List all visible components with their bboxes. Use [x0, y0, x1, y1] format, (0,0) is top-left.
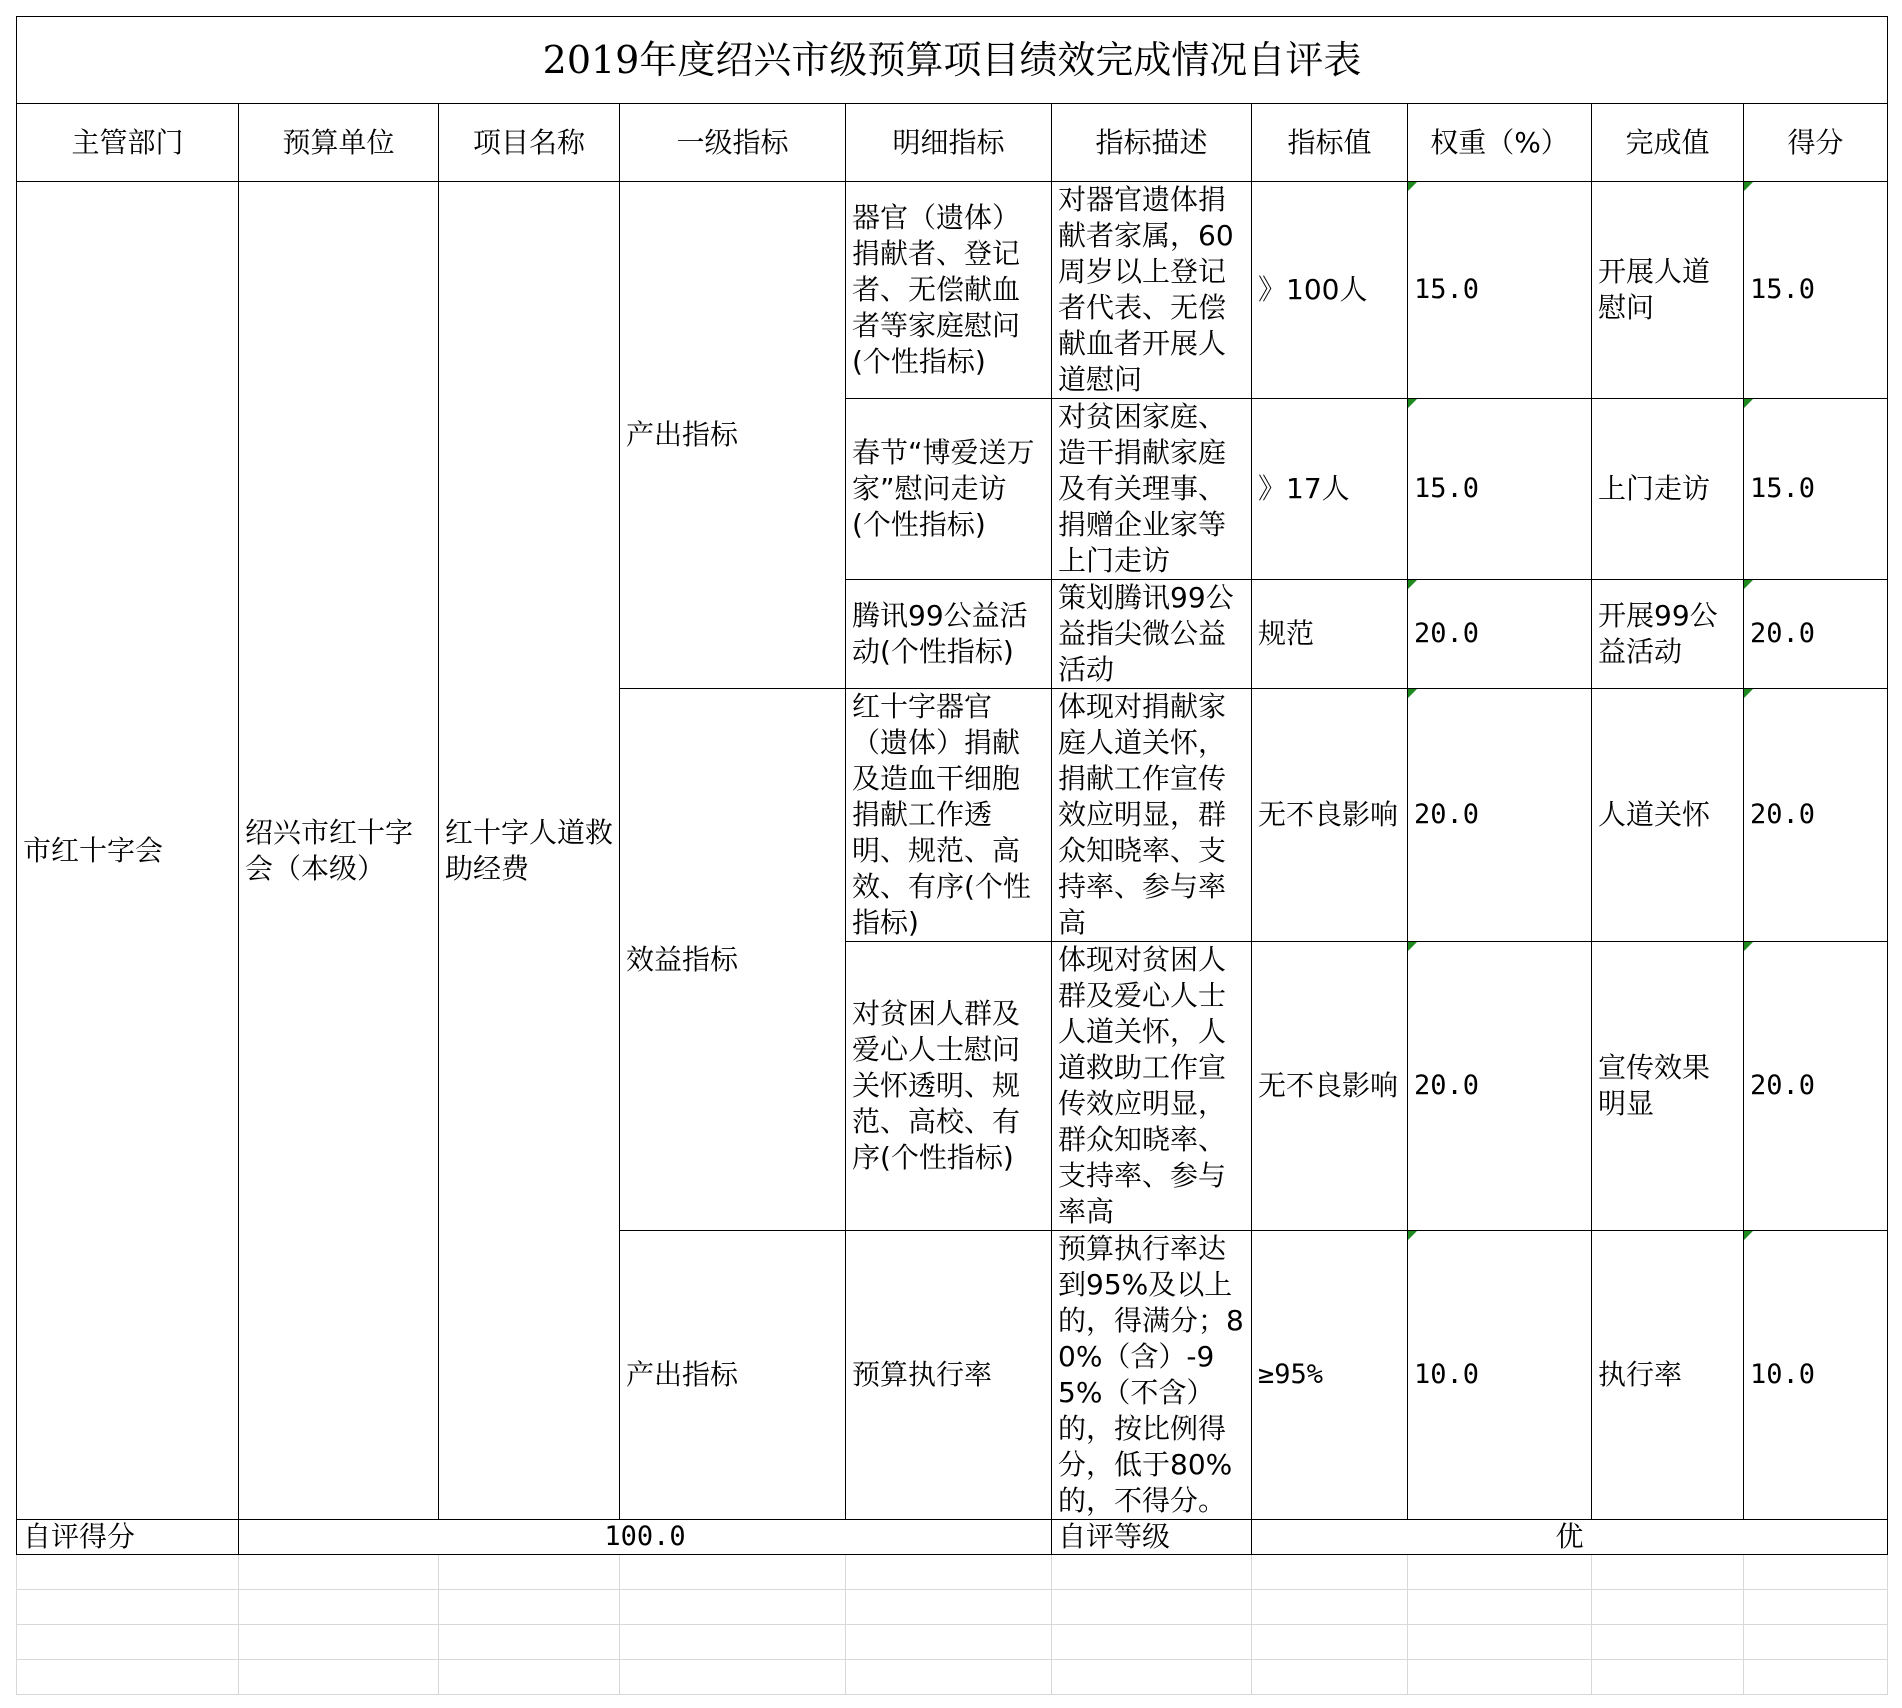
table-title: 2019年度绍兴市级预算项目绩效完成情况自评表	[17, 17, 1888, 104]
project-cell[interactable]: 红十字人道救助经费	[439, 182, 620, 1520]
empty-cell[interactable]	[1744, 1590, 1888, 1625]
result-cell[interactable]: 宣传效果明显	[1592, 942, 1744, 1231]
empty-cell[interactable]	[1252, 1660, 1408, 1695]
detail-cell[interactable]: 预算执行率	[846, 1231, 1052, 1520]
empty-cell[interactable]	[846, 1590, 1052, 1625]
empty-cell[interactable]	[239, 1590, 439, 1625]
header-score: 得分	[1744, 104, 1888, 182]
summary-row	[17, 1520, 1888, 1555]
value-cell[interactable]: 无不良影响	[1252, 942, 1408, 1231]
weight-cell[interactable]: 15.0	[1408, 399, 1592, 580]
score-cell[interactable]: 10.0	[1744, 1231, 1888, 1520]
empty-cell[interactable]	[439, 1660, 620, 1695]
evaluation-table	[16, 16, 1888, 1695]
empty-cell[interactable]	[1408, 1590, 1592, 1625]
empty-cell[interactable]	[1744, 1660, 1888, 1695]
score-cell[interactable]: 20.0	[1744, 580, 1888, 689]
empty-cell[interactable]	[1052, 1625, 1252, 1660]
detail-cell[interactable]: 红十字器官（遗体）捐献及造血干细胞捐献工作透明、规范、高效、有序(个性指标)	[846, 689, 1052, 942]
level1-output-cell[interactable]: 产出指标	[620, 182, 846, 689]
empty-cell[interactable]	[1252, 1625, 1408, 1660]
result-cell[interactable]: 执行率	[1592, 1231, 1744, 1520]
empty-cell[interactable]	[439, 1625, 620, 1660]
score-cell[interactable]: 20.0	[1744, 942, 1888, 1231]
empty-cell[interactable]	[620, 1660, 846, 1695]
empty-cell[interactable]	[17, 1660, 239, 1695]
empty-cell[interactable]	[846, 1625, 1052, 1660]
dept-cell[interactable]: 市红十字会	[17, 182, 239, 1520]
value-cell[interactable]: 》100人	[1252, 182, 1408, 399]
grade-value[interactable]: 优	[1252, 1520, 1888, 1555]
desc-cell[interactable]: 策划腾讯99公益指尖微公益活动	[1052, 580, 1252, 689]
result-cell[interactable]: 开展99公益活动	[1592, 580, 1744, 689]
table-row	[17, 182, 1888, 399]
detail-cell[interactable]: 腾讯99公益活动(个性指标)	[846, 580, 1052, 689]
empty-cell[interactable]	[1052, 1590, 1252, 1625]
score-cell[interactable]: 15.0	[1744, 399, 1888, 580]
unit-cell[interactable]: 绍兴市红十字会（本级）	[239, 182, 439, 1520]
header-desc: 指标描述	[1052, 104, 1252, 182]
header-level1: 一级指标	[620, 104, 846, 182]
detail-cell[interactable]: 对贫困人群及爱心人士慰问关怀透明、规范、高校、有序(个性指标)	[846, 942, 1052, 1231]
empty-cell[interactable]	[17, 1555, 239, 1590]
empty-row	[17, 1625, 1888, 1660]
empty-cell[interactable]	[17, 1625, 239, 1660]
detail-cell[interactable]: 春节“博爱送万家”慰问走访(个性指标)	[846, 399, 1052, 580]
empty-cell[interactable]	[439, 1590, 620, 1625]
result-cell[interactable]: 人道关怀	[1592, 689, 1744, 942]
empty-cell[interactable]	[1408, 1555, 1592, 1590]
level1-output2-cell[interactable]: 产出指标	[620, 1231, 846, 1520]
empty-row	[17, 1590, 1888, 1625]
empty-row	[17, 1555, 1888, 1590]
desc-cell[interactable]: 体现对捐献家庭人道关怀，捐献工作宣传效应明显，群众知晓率、支持率、参与率高	[1052, 689, 1252, 942]
empty-cell[interactable]	[1052, 1555, 1252, 1590]
header-value: 指标值	[1252, 104, 1408, 182]
empty-cell[interactable]	[239, 1555, 439, 1590]
empty-cell[interactable]	[17, 1590, 239, 1625]
empty-cell[interactable]	[1052, 1660, 1252, 1695]
empty-cell[interactable]	[1408, 1660, 1592, 1695]
empty-cell[interactable]	[1744, 1625, 1888, 1660]
header-unit: 预算单位	[239, 104, 439, 182]
header-result: 完成值	[1592, 104, 1744, 182]
value-cell[interactable]: 无不良影响	[1252, 689, 1408, 942]
empty-cell[interactable]	[846, 1660, 1052, 1695]
weight-cell[interactable]: 20.0	[1408, 942, 1592, 1231]
empty-cell[interactable]	[1744, 1555, 1888, 1590]
value-cell[interactable]: ≥95%	[1252, 1231, 1408, 1520]
header-dept: 主管部门	[17, 104, 239, 182]
score-cell[interactable]: 15.0	[1744, 182, 1888, 399]
desc-cell[interactable]: 对器官遗体捐献者家属，60周岁以上登记者代表、无偿献血者开展人道慰问	[1052, 182, 1252, 399]
result-cell[interactable]: 开展人道慰问	[1592, 182, 1744, 399]
empty-cell[interactable]	[620, 1590, 846, 1625]
value-cell[interactable]: 》17人	[1252, 399, 1408, 580]
header-weight: 权重（%）	[1408, 104, 1592, 182]
desc-cell[interactable]: 体现对贫困人群及爱心人士人道关怀，人道救助工作宣传效应明显，群众知晓率、支持率、参与率高	[1052, 942, 1252, 1231]
empty-cell[interactable]	[1592, 1625, 1744, 1660]
empty-cell[interactable]	[620, 1555, 846, 1590]
desc-cell[interactable]: 对贫困家庭、造干捐献家庭及有关理事、捐赠企业家等上门走访	[1052, 399, 1252, 580]
empty-cell[interactable]	[1592, 1660, 1744, 1695]
header-project: 项目名称	[439, 104, 620, 182]
empty-cell[interactable]	[439, 1555, 620, 1590]
empty-cell[interactable]	[846, 1555, 1052, 1590]
value-cell[interactable]: 规范	[1252, 580, 1408, 689]
score-cell[interactable]: 20.0	[1744, 689, 1888, 942]
empty-cell[interactable]	[620, 1625, 846, 1660]
detail-cell[interactable]: 器官（遗体）捐献者、登记者、无偿献血者等家庭慰问(个性指标)	[846, 182, 1052, 399]
empty-cell[interactable]	[1252, 1590, 1408, 1625]
desc-cell[interactable]: 预算执行率达到95%及以上的，得满分；80%（含）-95%（不含）的，按比例得分，低于80%的，不得分。	[1052, 1231, 1252, 1520]
self-score-value[interactable]: 100.0	[239, 1520, 1052, 1555]
empty-cell[interactable]	[239, 1625, 439, 1660]
empty-cell[interactable]	[1592, 1590, 1744, 1625]
weight-cell[interactable]: 15.0	[1408, 182, 1592, 399]
empty-cell[interactable]	[1252, 1555, 1408, 1590]
level1-benefit-cell[interactable]: 效益指标	[620, 689, 846, 1231]
header-detail: 明细指标	[846, 104, 1052, 182]
weight-cell[interactable]: 10.0	[1408, 1231, 1592, 1520]
weight-cell[interactable]: 20.0	[1408, 580, 1592, 689]
empty-cell[interactable]	[1592, 1555, 1744, 1590]
self-score-label: 自评得分	[17, 1520, 239, 1555]
empty-cell[interactable]	[1408, 1625, 1592, 1660]
grade-label: 自评等级	[1052, 1520, 1252, 1555]
empty-cell[interactable]	[239, 1660, 439, 1695]
header-row	[17, 104, 1888, 182]
weight-cell[interactable]: 20.0	[1408, 689, 1592, 942]
result-cell[interactable]: 上门走访	[1592, 399, 1744, 580]
empty-row	[17, 1660, 1888, 1695]
